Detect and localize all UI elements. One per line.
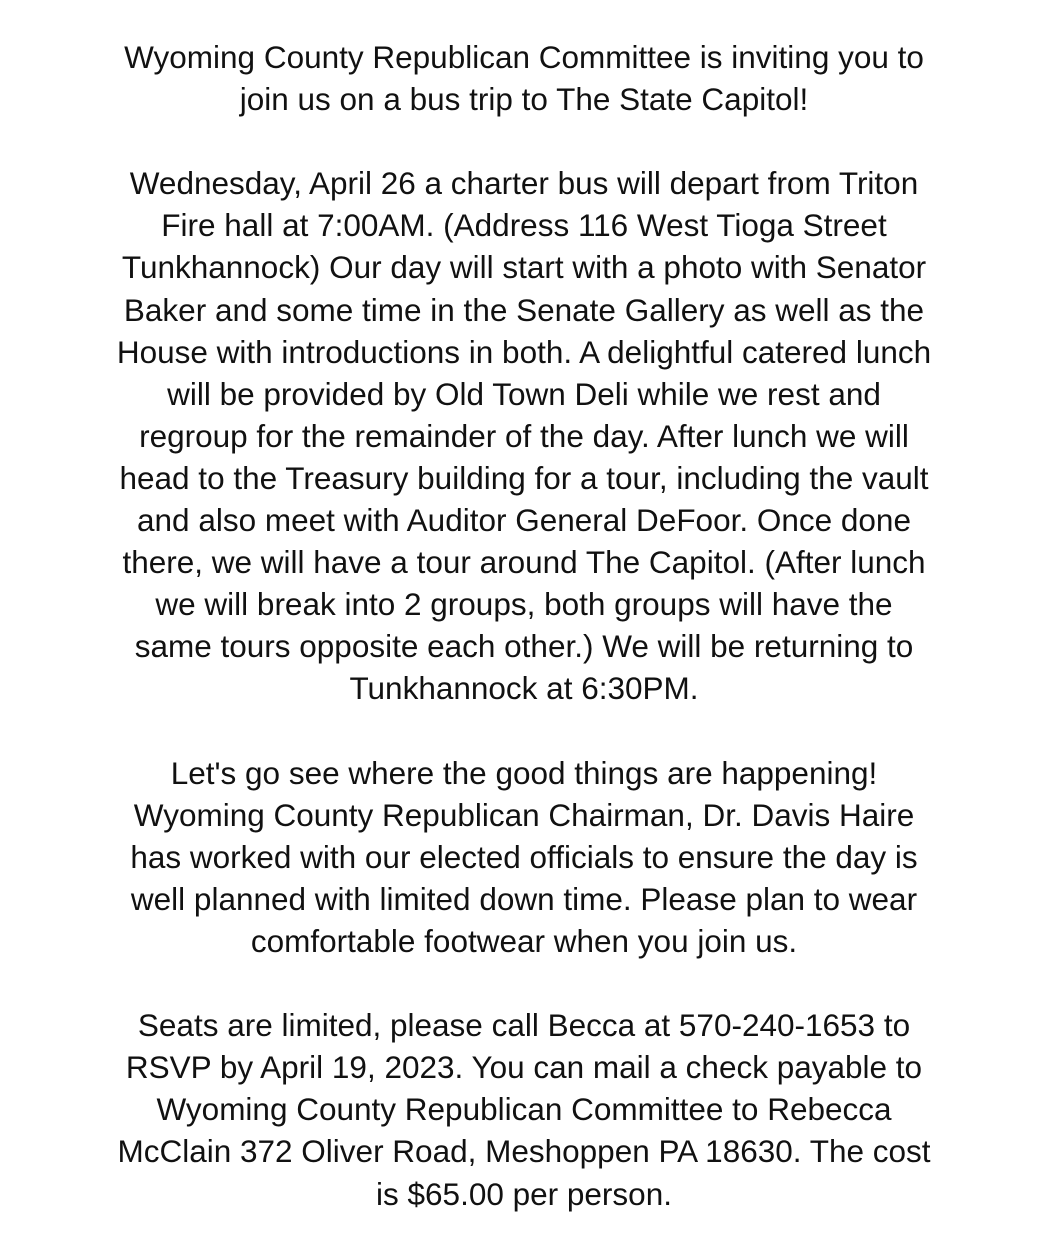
- paragraph-spacer: [0, 120, 1048, 162]
- paragraph-spacer: [0, 962, 1048, 1004]
- trip-details-paragraph: Wednesday, April 26 a charter bus will depart from Triton Fire hall at 7:00AM. (Address 116 West Tioga Street Tunkhannock) Our day will start with a photo with Senator Baker and some time in the Senate Gallery as well as the House with introductions in both. A delightful catered lunch will be provided by Old Town Deli while we rest and regroup for the remainder of the day. After lunch we will head to the Treasury building for a tour, including the vault and also meet with Auditor General DeFoor. Once done there, we will have a tour around The Capitol. (After lunch we will break into 2 groups, both groups will have the same tours opposite each other.) We will be returning to Tunkhannock at 6:30PM.: [116, 165, 932, 707]
- paragraph-spacer: [0, 710, 1048, 752]
- encouragement-paragraph: Let's go see where the good things are happening! Wyoming County Republican Chairman, Dr. Davis Haire has worked with our elected officials to ensure the day is well planned with limited down time. Please plan to wear comfortable footwear when you join us.: [130, 754, 918, 959]
- rsvp-paragraph: Seats are limited, please call Becca at 570-240-1653 to RSVP by April 19, 2023. You can mail a check payable to Wyoming County Republican Committee to Rebecca McClain 372 Oliver Road, Meshoppen PA 18630. The cost is $65.00 per person.: [117, 1007, 931, 1212]
- invitation-paragraph: Wyoming County Republican Committee is inviting you to join us on a bus trip to The State Capitol!: [124, 39, 924, 118]
